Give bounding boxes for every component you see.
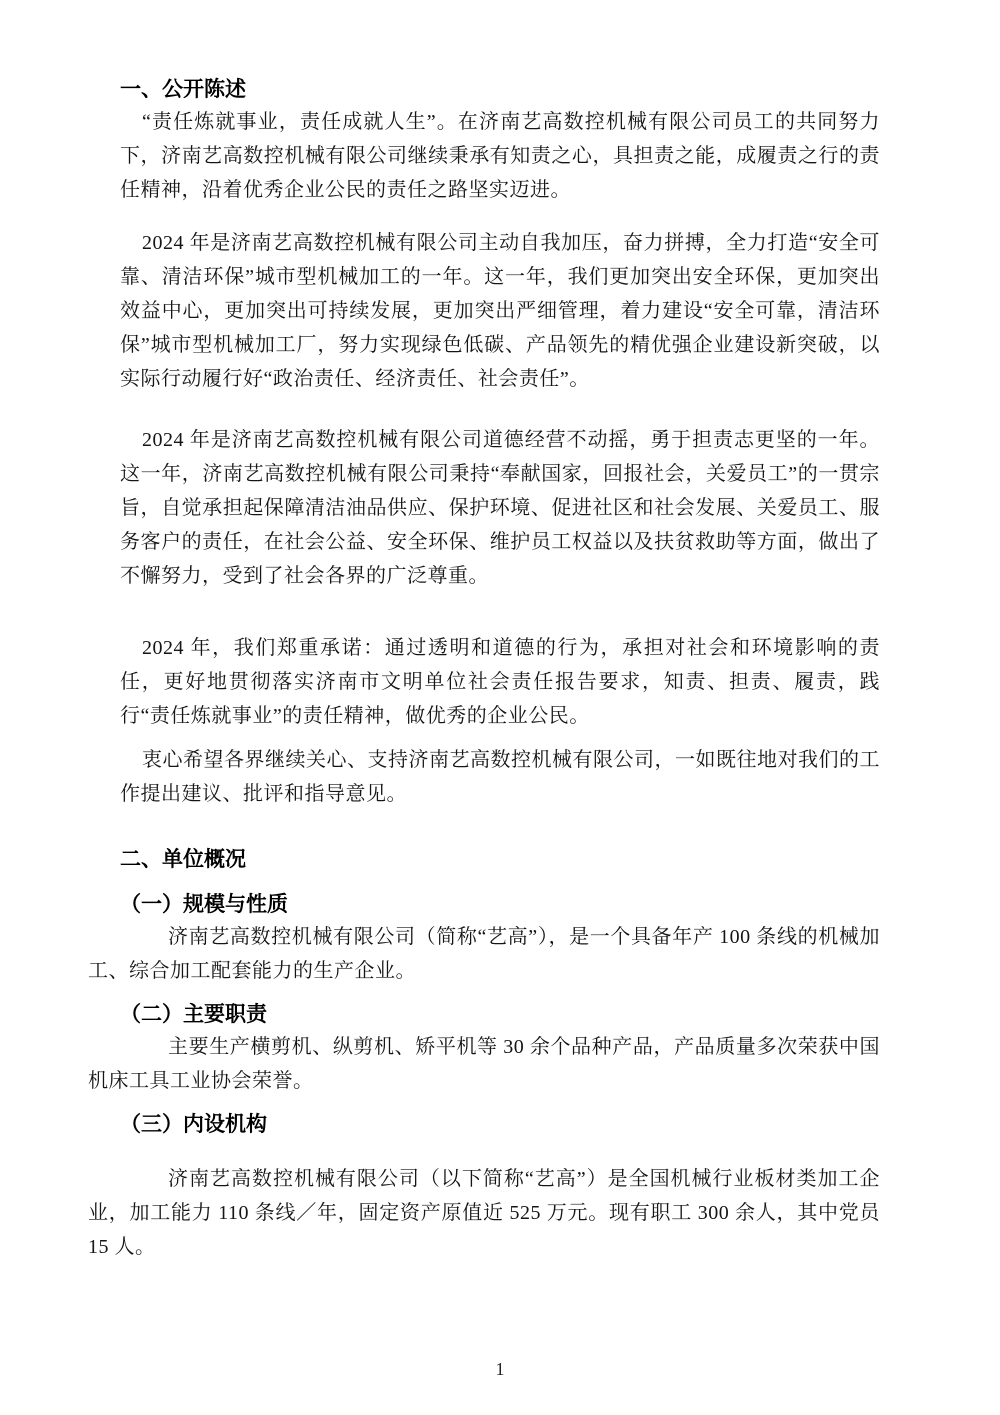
subsection-heading-main-duties: （二）主要职责: [120, 1003, 267, 1026]
paragraph-internal-structure: 济南艺高数控机械有限公司（以下简称“艺高”）是全国机械行业板材类加工企业，加工能力 110 条线／年，固定资产原值近 525 万元。现有职工 300 余人，其中党员 15 人。: [88, 1168, 880, 1258]
page-number: 1: [495, 1359, 505, 1379]
paragraph-public-statement-1: “责任炼就事业，责任成就人生”。在济南艺高数控机械有限公司员工的共同努力下，济南艺高数控机械有限公司继续秉承有知责之心，具担责之能，成履责之行的责任精神，沿着优秀企业公民的责任之路坚实迈进。: [120, 111, 880, 201]
section-heading-company-overview: 二、单位概况: [120, 848, 246, 871]
section-heading-public-statement: 一、公开陈述: [120, 78, 246, 101]
paragraph-public-statement-3: 2024 年是济南艺高数控机械有限公司道德经营不动摇，勇于担责志更坚的一年。这一年，济南艺高数控机械有限公司秉持“奉献国家，回报社会，关爱员工”的一贯宗旨，自觉承担起保障清洁油品供应、保护环境、促进社区和社会发展、关爱员工、服务客户的责任，在社会公益、安全环保、维护员工权益以及扶贫救助等方面，做出了不懈努力，受到了社会各界的广泛尊重。: [120, 429, 880, 587]
report-body: [88, 75, 880, 1264]
subsection-heading-internal-structure: （三）内设机构: [120, 1113, 267, 1136]
paragraph-scale-and-nature: 济南艺高数控机械有限公司（简称“艺高”），是一个具备年产 100 条线的机械加工、综合加工配套能力的生产企业。: [88, 926, 880, 982]
paragraph-main-duties: 主要生产横剪机、纵剪机、矫平机等 30 余个品种产品，产品质量多次荣获中国机床工具工业协会荣誉。: [88, 1036, 880, 1092]
paragraph-public-statement-5: 衷心希望各界继续关心、支持济南艺高数控机械有限公司，一如既往地对我们的工作提出建议、批评和指导意见。: [120, 749, 880, 805]
paragraph-public-statement-4: 2024 年，我们郑重承诺：通过透明和道德的行为，承担对社会和环境影响的责任，更好地贯彻落实济南市文明单位社会责任报告要求，知责、担责、履责，践行“责任炼就事业”的责任精神，做优秀的企业公民。: [120, 637, 880, 727]
paragraph-public-statement-2: 2024 年是济南艺高数控机械有限公司主动自我加压，奋力拼搏，全力打造“安全可靠、清洁环保”城市型机械加工的一年。这一年，我们更加突出安全环保，更加突出效益中心，更加突出可持续发展，更加突出严细管理，着力建设“安全可靠，清洁环保”城市型机械加工厂，努力实现绿色低碳、产品领先的精优强企业建设新突破，以实际行动履行好“政治责任、经济责任、社会责任”。: [120, 232, 880, 390]
page-footer: [0, 1358, 1000, 1380]
subsection-heading-scale-and-nature: （一）规模与性质: [120, 893, 288, 916]
